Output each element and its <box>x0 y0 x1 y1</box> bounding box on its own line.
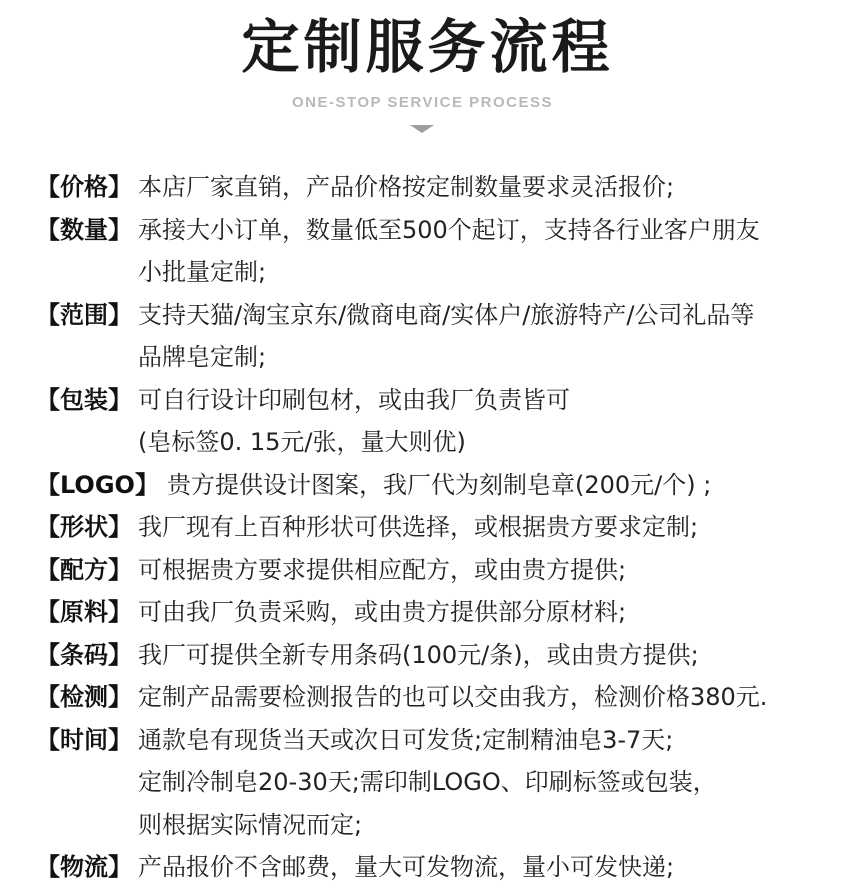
item-text <box>138 166 836 209</box>
item-line: 定制冷制皂20-30天;需印制LOGO、印刷标签或包装， <box>138 768 717 796</box>
item-label: 【价格】 <box>36 173 132 201</box>
item-line: 承接大小订单，数量低至500个起订，支持各行业客户朋友 <box>138 215 760 244</box>
item-barcode <box>36 634 836 677</box>
item-label: 【时间】 <box>36 725 132 754</box>
item-line: 可自行设计印刷包材，或由我厂负责皆可 <box>138 385 570 414</box>
service-process-list <box>36 166 836 889</box>
item-label: 【形状】 <box>36 513 132 541</box>
item-text <box>138 846 836 889</box>
item-scope <box>36 294 836 379</box>
item-text <box>138 591 836 634</box>
item-line: 可由我厂负责采购，或由贵方提供部分原材料; <box>138 598 627 626</box>
item-logistics <box>36 846 836 889</box>
item-line: 支持天猫/淘宝京东/微商电商/实体户/旅游特产/公司礼品等 <box>138 300 755 329</box>
item-time <box>36 719 836 847</box>
item-price <box>36 166 836 209</box>
item-logo <box>36 464 836 507</box>
item-label: 【配方】 <box>36 555 132 584</box>
item-text <box>138 379 836 464</box>
item-testing <box>36 676 836 719</box>
down-triangle-icon <box>410 125 434 133</box>
item-line: 贵方提供设计图案，我厂代为刻制皂章(200元/个) ; <box>166 470 712 499</box>
item-label: 【包装】 <box>36 385 132 414</box>
item-text <box>138 506 836 549</box>
item-line: 则根据实际情况而定; <box>138 810 363 839</box>
item-line: 可根据贵方要求提供相应配方，或由贵方提供; <box>138 555 627 584</box>
item-label: 【数量】 <box>36 215 132 244</box>
item-line: (皂标签0. 15元/张，量大则优) <box>138 428 466 456</box>
item-label: 【物流】 <box>36 853 132 881</box>
page-title: 定制服务流程 <box>241 13 614 81</box>
item-line: 我厂现有上百种形状可供选择，或根据贵方要求定制; <box>138 513 699 541</box>
item-quantity <box>36 209 836 294</box>
page-subtitle: ONE-STOP SERVICE PROCESS <box>291 94 554 111</box>
item-label: 【LOGO】 <box>36 470 159 499</box>
item-label: 【检测】 <box>36 683 132 711</box>
item-shape <box>36 506 836 549</box>
item-text <box>138 634 836 677</box>
item-text <box>138 209 836 294</box>
item-line: 本店厂家直销，产品价格按定制数量要求灵活报价; <box>138 173 675 201</box>
item-label: 【原料】 <box>36 598 132 626</box>
item-text <box>138 676 836 719</box>
item-text <box>138 549 836 592</box>
item-line: 产品报价不含邮费，量大可发物流，量小可发快递; <box>138 853 675 881</box>
item-text <box>167 464 836 507</box>
item-packaging <box>36 379 836 464</box>
item-line: 通款皂有现货当天或次日可发货;定制精油皂3-7天; <box>138 725 674 754</box>
item-line: 定制产品需要检测报告的也可以交由我方，检测价格380元. <box>138 683 768 711</box>
item-line: 我厂可提供全新专用条码(100元/条)，或由贵方提供; <box>138 640 699 669</box>
item-formula <box>36 549 836 592</box>
item-text <box>138 719 836 847</box>
item-line: 小批量定制; <box>138 258 267 286</box>
item-line: 品牌皂定制; <box>138 343 267 371</box>
item-materials <box>36 591 836 634</box>
item-label: 【条码】 <box>36 640 132 669</box>
item-label: 【范围】 <box>36 300 132 329</box>
item-text <box>138 294 836 379</box>
